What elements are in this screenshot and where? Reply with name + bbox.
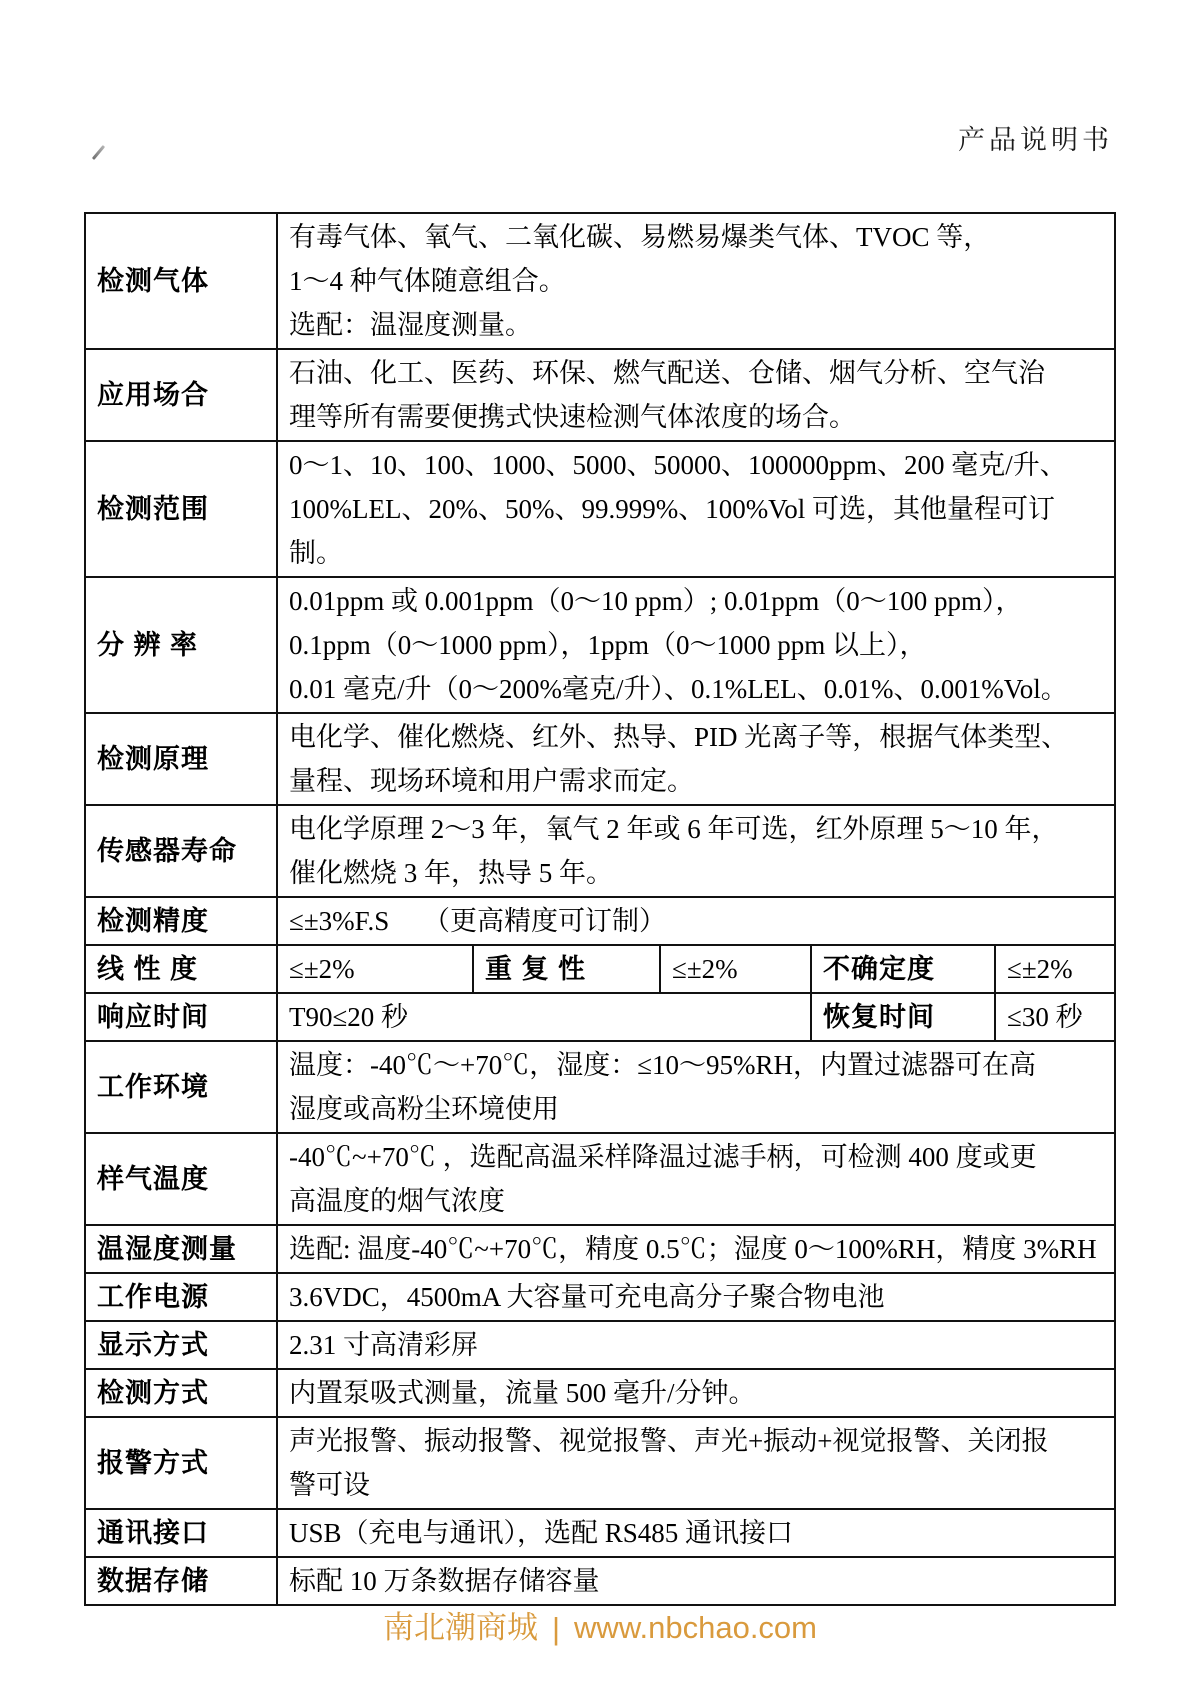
spec-line: 温度：-40℃～+70℃，湿度：≤10～95%RH，内置过滤器可在高 [289,1050,1037,1080]
spec-label: 报警方式 [85,1417,277,1509]
row-detection-range [85,441,1115,577]
row-accuracy [85,897,1115,945]
row-alarm-mode [85,1417,1115,1509]
spec-line: 量程、现场环境和用户需求而定。 [289,766,694,796]
site-url: www.nbchao.com [574,1610,817,1645]
spec-line: 100%LEL、20%、50%、99.999%、100%Vol 可选，其他量程可订制。 [289,494,1055,568]
spec-value [277,1369,1115,1417]
spec-value [277,349,1115,441]
spec-line: 1～4 种气体随意组合。 [289,266,566,296]
spec-label: 线 性 度 [85,945,277,993]
spec-label: 工作环境 [85,1041,277,1133]
spec-value [277,441,1115,577]
spec-line: 标配 10 万条数据存储容量 [289,1566,600,1596]
spec-line: -40℃~+70℃ ，选配高温采样降温过滤手柄，可检测 400 度或更 [289,1142,1037,1172]
row-communication-interface [85,1509,1115,1557]
spec-label-uncertainty: 不确定度 [811,945,995,993]
spec-label: 样气温度 [85,1133,277,1225]
spec-line: 声光报警、振动报警、视觉报警、声光+振动+视觉报警、关闭报 [289,1426,1049,1456]
spec-value [277,1133,1115,1225]
row-resolution [85,577,1115,713]
spec-line: 0.01 毫克/升（0～200%毫克/升）、0.1%LEL、0.01%、0.001%Vol。 [289,674,1068,704]
row-detection-method [85,1369,1115,1417]
spec-value [277,1509,1115,1557]
spec-line: 理等所有需要便携式快速检测气体浓度的场合。 [289,402,856,432]
row-power-supply [85,1273,1115,1321]
spec-value: ≤30 秒 [995,993,1115,1041]
spec-label: 检测精度 [85,897,277,945]
spec-line: 有毒气体、氧气、二氧化碳、易燃易爆类气体、TVOC 等， [289,222,991,252]
spec-label: 传感器寿命 [85,805,277,897]
row-data-storage [85,1557,1115,1605]
row-linearity [85,945,1115,993]
spec-line: ≤±3%F.S （更高精度可订制） [289,906,666,936]
spec-value: ≤±2% [995,945,1115,993]
row-working-environment [85,1041,1115,1133]
spec-value [277,1041,1115,1133]
spec-line: 0.01ppm 或 0.001ppm（0～10 ppm）; 0.01ppm（0～100 ppm）， [289,586,1023,616]
spec-value [277,1321,1115,1369]
spec-line: 内置泵吸式测量，流量 500 毫升/分钟。 [289,1378,756,1408]
spec-table [84,212,1116,1606]
spec-value: ≤±2% [660,945,811,993]
spec-line: 石油、化工、医药、环保、燃气配送、仓储、烟气分析、空气治 [289,358,1045,388]
row-sensor-life [85,805,1115,897]
spec-label: 检测气体 [85,213,277,349]
spec-label: 检测范围 [85,441,277,577]
site-watermark [0,1602,1200,1647]
spec-label: 通讯接口 [85,1509,277,1557]
spec-value [277,213,1115,349]
spec-label: 工作电源 [85,1273,277,1321]
spec-label-repeatability: 重 复 性 [473,945,660,993]
spec-value: T90≤20 秒 [277,993,811,1041]
row-detection-gas [85,213,1115,349]
spec-label: 应用场合 [85,349,277,441]
spec-value [277,1225,1115,1273]
spec-line: 高温度的烟气浓度 [289,1186,505,1216]
spec-line: 电化学原理 2～3 年，氧气 2 年或 6 年可选，红外原理 5～10 年， [289,814,1059,844]
spec-label: 检测方式 [85,1369,277,1417]
spec-value [277,1557,1115,1605]
row-response-time [85,993,1115,1041]
row-sample-gas-temperature [85,1133,1115,1225]
spec-label: 数据存储 [85,1557,277,1605]
spec-line: 选配：温湿度测量。 [289,310,532,340]
spec-label: 响应时间 [85,993,277,1041]
site-name: 南北潮商城 [382,1610,538,1645]
spec-line: 2.31 寸高清彩屏 [289,1330,478,1360]
spec-value [277,805,1115,897]
spec-label: 分 辨 率 [85,577,277,713]
spec-value [277,1273,1115,1321]
doc-header-label: 产品说明书 [958,125,1113,155]
spec-value [277,1417,1115,1509]
spec-line: USB（充电与通讯），选配 RS485 通讯接口 [289,1518,794,1548]
spec-value [277,713,1115,805]
spec-line: 选配: 温度-40℃~+70℃，精度 0.5℃；湿度 0～100%RH，精度 3%RH [289,1234,1097,1264]
spec-line: 湿度或高粉尘环境使用 [289,1094,559,1124]
spec-label: 检测原理 [85,713,277,805]
spec-value [277,577,1115,713]
spec-line: 催化燃烧 3 年，热导 5 年。 [289,858,613,888]
separator-bar: | [551,1611,561,1646]
spec-value: ≤±2% [277,945,473,993]
row-display-mode [85,1321,1115,1369]
spec-line: 电化学、催化燃烧、红外、热导、PID 光离子等，根据气体类型、 [289,722,1069,752]
spec-label: 温湿度测量 [85,1225,277,1273]
spec-line: 警可设 [289,1470,370,1500]
spec-value [277,897,1115,945]
row-detection-principle [85,713,1115,805]
spec-line: 3.6VDC，4500mA 大容量可充电高分子聚合物电池 [289,1282,885,1312]
spec-label-recovery-time: 恢复时间 [811,993,995,1041]
row-temp-humidity-measurement [85,1225,1115,1273]
row-application [85,349,1115,441]
spec-line: 0.1ppm（0～1000 ppm），1ppm（0～1000 ppm 以上）， [289,630,927,660]
spec-label: 显示方式 [85,1321,277,1369]
spec-line: 0～1、10、100、1000、5000、50000、100000ppm、200 毫克/升、 [289,450,1067,480]
